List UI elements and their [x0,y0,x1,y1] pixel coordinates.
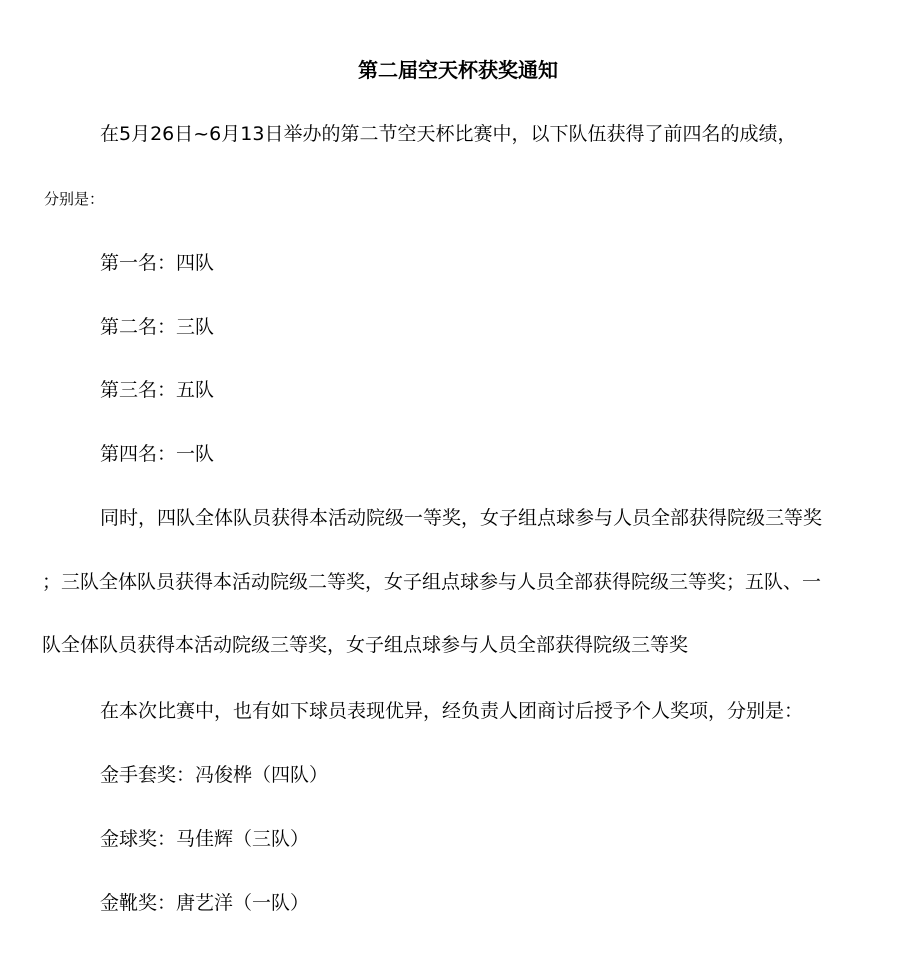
intro-paragraph-line-2: 分别是： [44,190,105,208]
ranking-item-4: 第四名：一队 [100,443,215,465]
individual-awards-intro: 在本次比赛中，也有如下球员表现优异，经负责人团商讨后授予个人奖项，分别是： [100,700,804,722]
awards-paragraph-line-2: ；三队全体队员获得本活动院级二等奖，女子组点球参与人员全部获得院级三等奖；五队、一 [42,571,822,593]
ranking-item-2: 第二名：三队 [100,316,215,338]
individual-award-item-3: 金靴奖：唐艺洋（一队） [100,892,310,914]
individual-award-item-1: 金手套奖：冯俊桦（四队） [100,764,329,786]
document-title: 第二届空天杯获奖通知 [358,58,558,82]
intro-paragraph-line-1: 在5月26日~6月13日举办的第二节空天杯比赛中，以下队伍获得了前四名的成绩， [100,123,797,145]
awards-paragraph-line-1: 同时，四队全体队员获得本活动院级一等奖，女子组点球参与人员全部获得院级三等奖 [100,507,823,529]
awards-paragraph-line-3: 队全体队员获得本活动院级三等奖，女子组点球参与人员全部获得院级三等奖 [42,634,689,656]
individual-award-item-2: 金球奖：马佳辉（三队） [100,828,310,850]
ranking-item-3: 第三名：五队 [100,379,215,401]
ranking-item-1: 第一名：四队 [100,252,215,274]
